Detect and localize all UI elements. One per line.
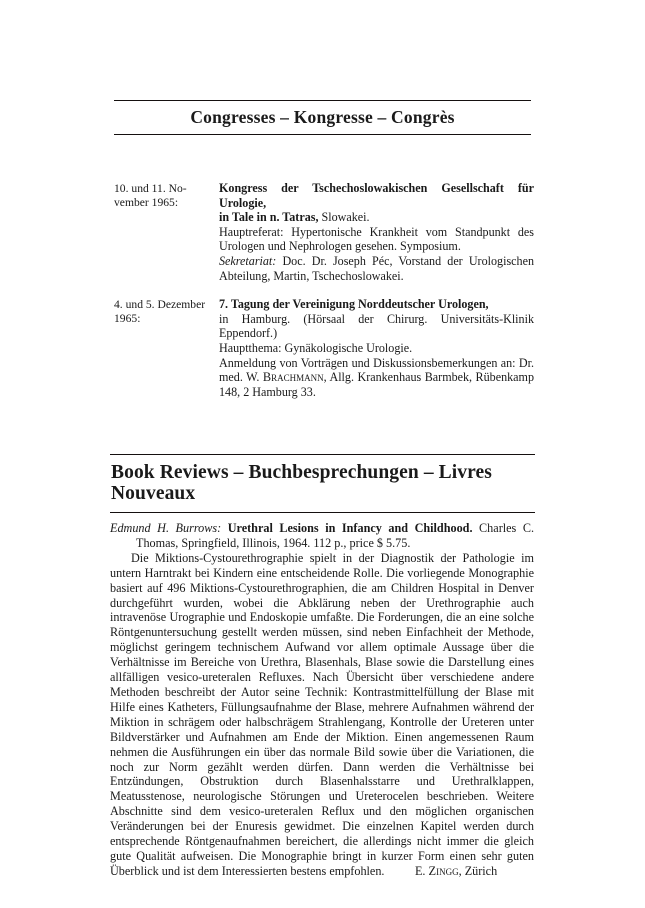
book-review-signer-name: Zingg bbox=[428, 863, 459, 878]
congress-entry-title-line-1: Kongress der Tschechoslowakischen Gesellschaft für Urologie, bbox=[219, 181, 534, 210]
congress-entry-paragraph-label: Hauptthema: bbox=[219, 340, 282, 355]
congress-entry-paragraph-text: Doc. Dr. Joseph Péc, Vorstand der Urologischen Abteilung, Martin, Tschechoslowakei. bbox=[219, 253, 534, 283]
congress-entry-title bbox=[219, 297, 534, 341]
book-review-citation bbox=[110, 521, 534, 551]
congress-entry-title-line-2: in Tale in n. Tatras, bbox=[219, 210, 319, 225]
congress-entry-paragraph-label: Sekretariat: bbox=[219, 253, 277, 268]
congress-entry-date bbox=[114, 297, 219, 326]
congress-entry bbox=[114, 181, 534, 283]
book-review-author: Edmund H. Burrows: bbox=[110, 521, 222, 535]
congresses-rule-bottom bbox=[114, 134, 531, 135]
congress-contact-name: Brachmann bbox=[262, 370, 324, 385]
congress-entry-list bbox=[114, 181, 534, 413]
book-reviews-section-heading bbox=[110, 454, 535, 513]
congress-entry-date-line: vember 1965: bbox=[114, 195, 179, 209]
congress-entry-paragraph-label: Hauptreferat: bbox=[219, 224, 284, 239]
book-review-publication: Charles C. Thomas, Springfield, Illinois, 1964. 112 p., price $ 5.75. bbox=[136, 521, 535, 550]
book-review-body bbox=[110, 551, 534, 879]
congress-entry-title-line-1: 7. Tagung der Vereinigung Norddeutscher Urologen, bbox=[219, 297, 489, 312]
congress-entry-paragraph bbox=[219, 341, 534, 356]
congress-entry-date-line: 1965: bbox=[114, 311, 141, 325]
book-reviews-rule-bottom bbox=[110, 512, 535, 513]
book-reviews-heading-text: Book Reviews – Buchbesprechungen – Livres Nouveaux bbox=[111, 462, 492, 505]
congress-entry-body bbox=[219, 181, 534, 283]
congress-entry-title-tail: in Hamburg. (Hörsaal der Chirurg. Universitäts-Klinik Eppendorf.) bbox=[219, 311, 534, 341]
congress-entry-body bbox=[219, 297, 534, 399]
congress-entry-paragraph bbox=[219, 356, 534, 400]
congress-entry-paragraph-text-after: , Allg. Krankenhaus Barmbek, Rübenkamp 148, 2 Hamburg 33. bbox=[219, 370, 534, 399]
congress-entry bbox=[114, 297, 534, 399]
book-review-body-text: Die Miktions-Cystourethrographie spielt in der Diagnostik der Pathologie im untern Harntrakt bei Kindern eine entscheidende Rolle. Die vorliegende Monographie basiert auf 496 Miktions-Cystourethrographien, die am Children Hospital in Denver durchgeführt wurden, wobei die Abklärung neben der Urethrographie auch intravenöse Urographie und Endoskopie umfaßte. Die Forderungen, die an eine solche Röntgenuntersuchung gestellt werden müssen, sind neben Einfachheit der Methode, möglichst geringem technischem Aufwand vor allem optimale Aussage über die Verhältnisse im Bereiche von Urethra, Blasenhals, Blase sowie die Darstellung eines allfälligen vesico-ureteralen Refluxes. Nach Übersicht über verschiedene andere Methoden beschreibt der Autor seine Technik: Kontrastmittelfüllung der Blase mit Hilfe eines Katheters, Füllungsaufnahme der Blase, mehrere Aufnahmen während der Miktion in schrägem oder halbschrägem Strahlengang, Kontrolle der Ureteren unter Bildverstärker und Aufnahmen am Ende der Miktion. Einen angemessenen Raum nehmen die Ausführungen ein über das normale Bild sowie über die Variationen, die noch zur Norm gezählt werden dürfen. Dann werden die Verhältnisse bei Entzündungen, Obstruktion durch Blasenhalsstarre und Urethralklappen, Meatusstenose, neurologische Störungen und Ureterocelen beschrieben. Weitere Abschnitte sind dem vesico-ureteralen Reflux und den möglichen organischen Veränderungen bei der Enuresis gewidmet. Die einzelnen Kapitel werden durch entsprechende Röntgenaufnahmen bereichert, die allerdings nicht immer die gleich gute Qualität aufweisen. Die Monographie bringt in kurzer Form einen sehr guten Überblick und ist dem Interessierten bestens empfohlen. bbox=[110, 550, 534, 878]
book-review-signer-initial: E. bbox=[414, 863, 429, 878]
congress-entry-paragraph-text: Anmeldung von Vorträgen und Diskussionsbemerkungen an: Dr. med. W. bbox=[219, 355, 534, 385]
congress-entry-date-line: 4. und 5. Dezember bbox=[114, 297, 206, 311]
book-review-signer-place: , Zürich bbox=[458, 863, 498, 878]
congress-entry-paragraph-text: Hypertonische Krankheit vom Standpunkt des Urologen und Nephrologen gesehen. Symposium. bbox=[219, 224, 534, 254]
congresses-section-heading bbox=[114, 100, 531, 135]
congress-entry-date bbox=[114, 181, 219, 210]
congress-entry-paragraph-text: Gynäkologische Urologie. bbox=[281, 340, 413, 355]
congress-entry-paragraph bbox=[219, 254, 534, 283]
congress-entry-title-tail: Slowakei. bbox=[318, 210, 370, 225]
congress-entry-title bbox=[219, 181, 534, 225]
congress-entry-paragraph bbox=[219, 225, 534, 254]
congress-entry-date-line: 10. und 11. No- bbox=[114, 181, 187, 195]
book-review-title: Urethral Lesions in Infancy and Childhood. bbox=[227, 521, 473, 535]
book-review bbox=[110, 521, 534, 879]
congresses-heading-text: Congresses – Kongresse – Congrès bbox=[190, 107, 455, 127]
